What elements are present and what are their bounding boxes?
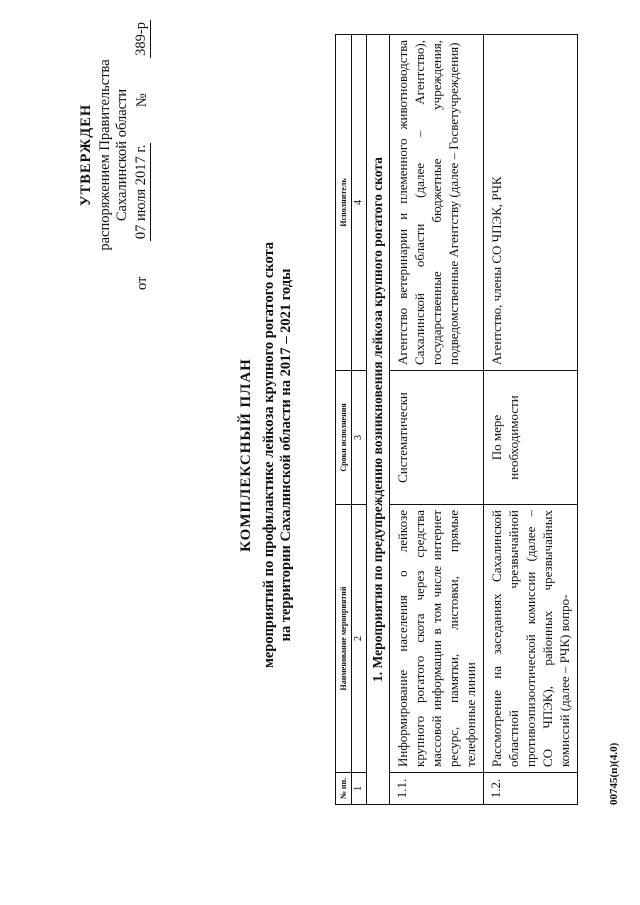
column-number-row xyxy=(352,35,367,805)
approval-date: 07 июля 2017 г. xyxy=(133,144,149,240)
header-name: Наименование мероприятий xyxy=(336,505,352,773)
column-number: 3 xyxy=(352,371,367,505)
document-subtitle-1: мероприятий по профилактике лейкоза крупного рогатого скота xyxy=(261,241,277,669)
section-row xyxy=(367,35,390,805)
header-num: № пп. xyxy=(336,773,352,805)
column-number: 2 xyxy=(352,505,367,773)
section-title: 1. Мероприятия по предупреждению возникновения лейкоза крупного рогатого скота xyxy=(367,35,390,805)
column-number: 4 xyxy=(352,35,367,371)
approval-title: УТВЕРЖДЕН xyxy=(78,103,94,207)
table-row xyxy=(390,35,484,805)
row-activity: Рассмотрение на заседаниях Сахалинской областной чрезвычайной противоэпизоотической комиссии (далее – СО ЧПЭК), районных чрезвычайных комиссий (далее – РЧК) вопро- xyxy=(484,505,578,773)
document-subtitle-2: на территории Сахалинской области на 2017 – 2021 годы xyxy=(277,268,294,642)
row-number: 1.2. xyxy=(484,773,578,805)
approval-line-1: распоряжением Правительства xyxy=(97,59,113,251)
row-term: По мере необходимости xyxy=(484,371,578,505)
header-term: Сроки исполнения xyxy=(336,371,352,505)
approval-from-label: от xyxy=(134,276,150,290)
approval-stamp xyxy=(78,20,151,290)
plan-table xyxy=(335,34,578,805)
document-title: КОМПЛЕКСНЫЙ ПЛАН xyxy=(238,358,254,552)
approval-number: 389-р xyxy=(133,22,149,56)
document-title-block xyxy=(238,105,294,805)
row-executor: Агентство ветеринарии и племенного животноводства Сахалинской области (далее – Агентство), государственные бюджетные учреждения, подведомственные Агентству (далее – Госветучреждения) xyxy=(390,35,484,371)
table-header-row xyxy=(336,35,352,805)
document-code: 00745(п)(4.0) xyxy=(608,742,620,805)
approval-line-2: Сахалинской области xyxy=(114,88,130,222)
row-term: Систематически xyxy=(390,371,484,505)
header-executor: Исполнитель xyxy=(336,35,352,371)
row-number: 1.1. xyxy=(390,773,484,805)
column-number: 1 xyxy=(352,773,367,805)
approval-number-label: № xyxy=(134,93,150,108)
table-row xyxy=(484,35,578,805)
row-activity: Информирование населения о лейкозе крупного рогатого скота через средства массовой информации в том числе интернет ресурс, памятки, листовки, прямые телефонные линии xyxy=(390,505,484,773)
row-executor: Агентство, члены СО ЧПЭК, РЧК xyxy=(484,35,578,371)
approval-date-line xyxy=(133,20,151,290)
